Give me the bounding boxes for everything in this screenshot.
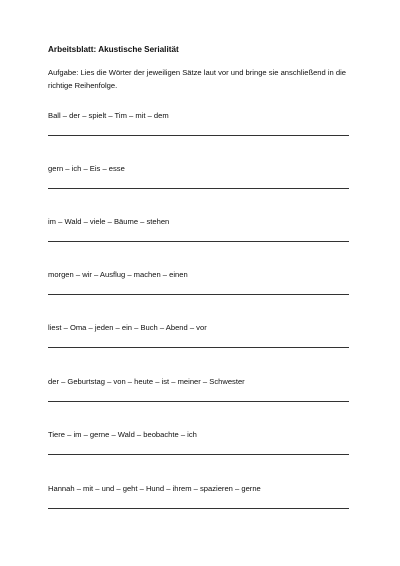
exercise-1	[48, 111, 350, 151]
exercise-4	[48, 270, 350, 310]
exercise-2	[48, 164, 350, 204]
exercise-7	[48, 430, 350, 470]
scrambled-sentence: liest – Oma – jeden – ein – Buch – Abend – vor	[48, 323, 207, 332]
exercise-6	[48, 377, 350, 417]
task-instruction: Aufgabe: Lies die Wörter der jeweiligen Sätze laut vor und bringe sie anschließend in die richtige Reihenfolge.	[48, 68, 347, 90]
answer-line	[48, 454, 349, 455]
answer-line	[48, 347, 349, 348]
scrambled-sentence: Tiere – im – gerne – Wald – beobachte – ich	[48, 430, 197, 439]
answer-line	[48, 135, 349, 136]
answer-line	[48, 294, 349, 295]
answer-line	[48, 401, 349, 402]
answer-line	[48, 188, 349, 189]
exercise-3	[48, 217, 350, 257]
worksheet-title: Arbeitsblatt: Akustische Serialität	[48, 45, 179, 54]
exercise-5	[48, 323, 350, 363]
answer-line	[48, 508, 349, 509]
scrambled-sentence: der – Geburtstag – von – heute – ist – meiner – Schwester	[48, 377, 245, 386]
scrambled-sentence: morgen – wir – Ausflug – machen – einen	[48, 270, 188, 279]
scrambled-sentence: im – Wald – viele – Bäume – stehen	[48, 217, 170, 226]
answer-line	[48, 241, 349, 242]
exercise-8	[48, 484, 350, 524]
scrambled-sentence: Hannah – mit – und – geht – Hund – ihrem – spazieren – gerne	[48, 484, 261, 493]
scrambled-sentence: gern – ich – Eis – esse	[48, 164, 125, 173]
scrambled-sentence: Ball – der – spielt – Tim – mit – dem	[48, 111, 169, 120]
